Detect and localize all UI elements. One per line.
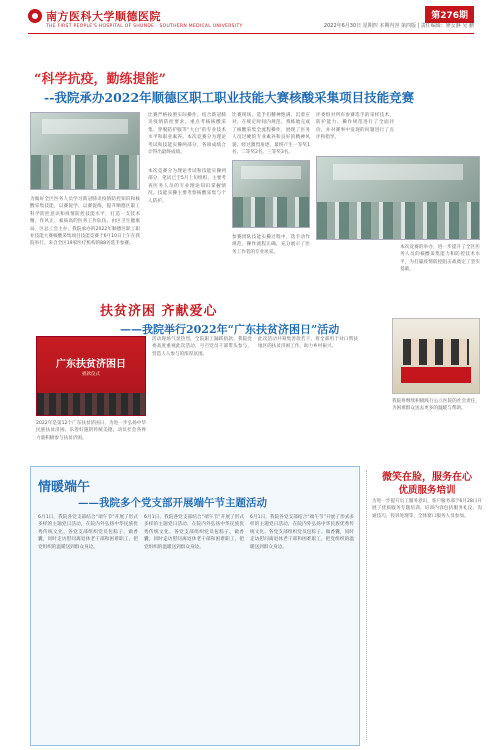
article1-col4: 评委组对所有参赛选手的采样技术、防护能力、操作规范进行了全面评价，并对赛事中发现的问题进行了点评和指导。 xyxy=(316,113,394,141)
article3-col1: 6月1日，我院各党支部结合“端午节”开展了形式多样的主题党日活动，在院内外弘扬中华民族优秀传统文化。各党支部组织党员包粽子、做香囊，同时走访慰问离退休老干部和困难职工，把党组织的温暖送到群众身边。 xyxy=(38,515,138,550)
photo-table xyxy=(401,367,471,383)
photo-light xyxy=(333,164,463,180)
photo-light xyxy=(42,119,128,134)
article3-col3: 6月1日，我院各党支部结合“端午节”开展了形式多样的主题党日活动，在院内外弘扬中华民族优秀传统文化。各党支部组织党员包粽子、做香囊，同时走访慰问离退休老干部和困难职工，把党组织的温暖送到群众身边。 xyxy=(250,515,354,550)
photo-people xyxy=(31,155,139,189)
photo-people xyxy=(403,339,469,365)
column-divider xyxy=(366,470,367,740)
article1-col3b: 本次竞赛的举办，进一步提升了全区医务人员的核酸采集能力和防控技术水平，为打赢疫情防控阻击战奠定了坚实基础。 xyxy=(400,245,480,273)
article2-subtitle: ——我院举行2022年“广东扶贫济困日”活动 xyxy=(120,323,340,336)
article2-col4: 我院将继续积极践行公立医院的社会责任，为困难群众送去更多的温暖与帮助。 xyxy=(392,399,480,412)
hospital-emblem-icon xyxy=(28,9,42,23)
article3-col2: 6月1日，我院各党支部结合“端午节”开展了形式多样的主题党日活动，在院内外弘扬中华民族优秀传统文化。各党支部组织党员包粽子、做香囊，同时走访慰问离退休老干部和困难职工，把党组织的温暖送到群众身边。 xyxy=(144,515,244,550)
sidebar-subtitle: 优质服务培训 xyxy=(398,485,456,496)
sidebar-body: 为进一步提升员工服务意识，客户服务部于6月28日开展了优质服务专题培训。培训内容包括服务礼仪、沟通技巧、投诉处理等，全体窗口服务人员参加。 xyxy=(372,499,482,519)
article2-title: 扶贫济困 齐献爱心 xyxy=(100,304,218,319)
photo-people xyxy=(233,197,309,227)
article2-col3: 此次活动共筹集善款若干，将全部用于对口帮扶地区的扶贫济困工作，助力乡村振兴。 xyxy=(258,337,358,350)
sidebar-title: 微笑在脸，服务在心 xyxy=(382,472,472,483)
article2-photo xyxy=(392,318,480,394)
article2-col1: 2022年是第12个广东扶贫济困日，为进一步弘扬中华民族扶贫济困、乐善好施的传统美德，动员社会各界力量积极参与扶贫济困。 xyxy=(36,421,146,441)
article1-photo2 xyxy=(232,160,310,228)
issue-box xyxy=(425,6,474,23)
article2-poster xyxy=(36,336,146,416)
article1-title: “科学抗疫，勤练提能” xyxy=(34,72,166,87)
article1-photo xyxy=(30,112,140,190)
issue-number: 第276期 xyxy=(425,6,474,23)
article3-title: 情暖端午 xyxy=(38,480,91,495)
article1-col2: 比赛严格按照实际操作，结合新冠肺炎疫情防控要求，重点考核核酸采集、穿脱防护服等“大白”的专业技术水平和职业素养。本次竞赛分为理论考试和技能实操两部分，各项成绩合计得出最终成绩。 xyxy=(148,113,226,156)
masthead xyxy=(0,0,500,50)
masthead-rule xyxy=(28,33,474,34)
article1-col1: 为做好全区医务人员学习新冠肺炎疫情防控知识和核酸采集技能，以赛促学、以赛促练，提升顺德区职工科学防控意识和疫情防控技能水平，打造一支技术精、作风正、素质高的医务工作队伍。由区卫生健康局、区总工会主办，我院承办的2022年顺德区职工职业技能大赛核酸采集项目技能竞赛于6月10日上午在我院举行。来自全区19家医疗机构的88名选手参赛。 xyxy=(30,197,140,247)
article1-col1b: 本次竞赛分为理论考试和技能实操两部分，笔试已于5月上旬组织，主要考查医务人员的专业理论知识掌握情况。技能实操主要考察核酸采集与个人防护。 xyxy=(148,169,226,204)
poster-crowd xyxy=(37,393,145,415)
poster-title: 广东扶贫济困日 xyxy=(56,359,126,370)
hospital-logo xyxy=(28,8,161,24)
article1-col3: 比赛现场，选手们精神饱满、沉着应对，在规定时间内规范、熟练地完成了核酸采集全流程操作，展现了医务人员过硬的专业素养和良好的精神风貌。经过激烈角逐，最终产生一等奖1名、二等奖2名、三等奖3名。 xyxy=(232,113,310,156)
hospital-english-name: THE FIRST PEOPLE'S HOSPITAL OF SHUNDE · SOUTHERN MEDICAL UNIVERSITY xyxy=(46,24,243,29)
article1-photo3 xyxy=(316,156,480,240)
photo-people xyxy=(317,202,479,239)
hospital-name: 南方医科大学顺德医院 xyxy=(46,10,161,23)
article2-col2: 活动现场气氛热烈，全院职工踊跃捐款。我院党委高度重视此次活动，号召党员干部带头参与，营造人人参与的浓厚氛围。 xyxy=(152,337,252,357)
issue-meta: 2022年6月30日 星期四 本期内容 第四版 | 责任编辑：廖女静 吴 鹏 xyxy=(323,23,474,29)
article1-col2b: 参赛团队技能实操过程中，选手动作规范，操作流程正确，充分展示了医务工作者的专业风采。 xyxy=(232,235,310,255)
article1-subtitle: --我院承办2022年顺德区职工职业技能大赛核酸采集项目技能竞赛 xyxy=(44,90,415,105)
photo-light xyxy=(241,166,302,179)
poster-subtitle: 捐款仪式 xyxy=(82,372,100,377)
article3-subtitle: ——我院多个党支部开展端午节主题活动 xyxy=(78,497,267,509)
